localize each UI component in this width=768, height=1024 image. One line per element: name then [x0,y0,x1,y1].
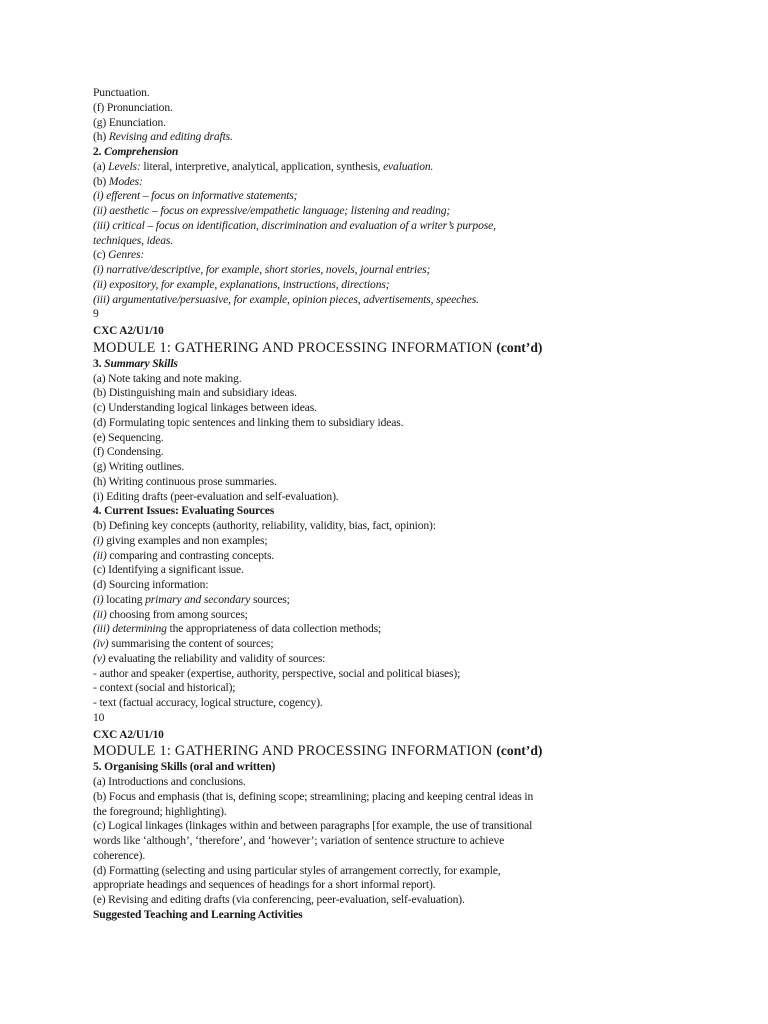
text-line [93,608,693,623]
text-run: literal, interpretive, analytical, application, synthesis, [143,159,384,173]
text-run: (iii) argumentative/persuasive, for example, opinion pieces, advertisements, speeches. [93,292,479,306]
text-run: 3. [93,356,105,370]
text-run: (e) Sequencing. [93,430,164,444]
text-line [93,372,693,387]
text-run: - text (factual accuracy, logical structure, cogency). [93,696,323,709]
text-run: (ii) [93,548,110,562]
text-run: (i) [93,533,107,547]
text-line [93,263,693,278]
text-line [93,549,693,564]
text-run: 5. Organising Skills (oral and written) [93,760,276,774]
text-run: (iii) critical – focus on identification, discrimination and evaluation of a writer’s purpose, [93,218,496,232]
text-run: 9 [93,307,99,321]
text-line [93,101,693,116]
text-run: (e) Revising and editing drafts (via conferencing, peer-evaluation, self-evaluation). [93,893,465,906]
text-run: - author and speaker (expertise, authority, perspective, social and political biases); [93,666,461,680]
text-run: giving examples and non examples; [106,533,268,547]
text-run: Genres: [108,248,145,262]
text-run: Summary Skills [104,356,178,370]
text-line [93,504,693,519]
text-run: (c) Logical linkages (linkages within and between paragraphs [for example, the use of transitional [93,819,533,833]
text-line [93,204,693,219]
text-line [93,622,693,637]
text-run: (cont’d) [496,339,543,355]
text-line [93,563,693,578]
text-run: the foreground; highlighting). [93,804,227,818]
text-line [93,460,693,475]
text-run: MODULE 1: GATHERING AND PROCESSING INFORMATION [93,743,497,760]
text-run: (a) Note taking and note making. [93,371,242,385]
text-run: (c) [93,248,109,262]
text-line [93,534,693,549]
text-run: (b) Defining key concepts (authority, reliability, validity, bias, fact, opinion): [93,519,436,532]
text-line [93,431,693,446]
text-run: comparing and contrasting concepts. [109,548,275,562]
text-run: Levels: [108,159,144,173]
text-line [93,248,693,263]
text-run: Modes: [108,174,143,188]
text-run: Punctuation. [93,86,150,99]
text-line [93,307,693,322]
text-line [93,878,693,893]
text-line [93,189,693,204]
text-run: (d) Formulating topic sentences and linking them to subsidiary ideas. [93,415,404,429]
text-line [93,667,693,682]
document-code [93,728,693,743]
text-run: Comprehension [104,145,179,158]
text-run: (b) [93,174,109,188]
text-line [93,790,693,805]
text-run: Suggested Teaching and Learning Activities [93,907,303,921]
text-run: appropriate headings and sequences of headings for a short informal report). [93,878,436,892]
text-line [93,908,693,923]
text-run: (a) [93,159,109,173]
text-line [93,519,693,534]
text-line [93,145,693,160]
text-line [93,219,693,234]
text-line [93,834,693,849]
text-run: (b) Distinguishing main and subsidiary ideas. [93,386,297,400]
text-run: - context (social and historical); [93,681,236,695]
text-run: (f) Pronunciation. [93,100,173,114]
text-line [93,681,693,696]
text-line [93,160,693,175]
text-run: (i) [93,592,107,606]
text-run: (h) [93,130,109,144]
text-run: (a) Introductions and conclusions. [93,775,246,788]
text-line [93,293,693,308]
text-run: (c) Understanding logical linkages between ideas. [93,401,317,414]
text-line [93,401,693,416]
text-run: (c) Identifying a significant issue. [93,563,244,577]
text-run: (cont’d) [496,743,543,759]
text-line [93,357,693,372]
text-run: (ii) expository, for example, explanations, instructions, directions; [93,277,390,291]
text-line [93,475,693,490]
text-run: (g) Writing outlines. [93,460,185,473]
text-run: (g) Enunciation. [93,115,166,129]
text-run: (v) [93,651,109,665]
text-line [93,637,693,652]
text-run: (i) narrative/descriptive, for example, short stories, novels, journal entries; [93,263,431,276]
text-run: CXC A2/U1/10 [93,325,164,337]
text-run: 10 [93,710,105,724]
text-run: (ii) [93,607,110,621]
text-run: sources; [252,592,290,606]
text-line [93,278,693,293]
text-run: (iii) determining [93,622,170,636]
document-code [93,324,693,339]
text-run: (iv) [93,637,112,650]
text-line [93,445,693,460]
text-run: (d) Formatting (selecting and using particular styles of arrangement correctly, for example, [93,863,501,877]
text-line [93,386,693,401]
text-line [93,593,693,608]
text-line [93,849,693,864]
text-line [93,234,693,249]
text-line [93,578,693,593]
text-line [93,175,693,190]
text-run: locating [106,592,146,606]
text-line [93,86,693,101]
module-heading [93,339,693,357]
text-run: techniques, ideas. [93,233,174,247]
text-run: evaluation. [383,159,434,173]
text-run: (ii) aesthetic – focus on expressive/empathetic language; listening and reading; [93,204,451,217]
text-line [93,805,693,820]
text-line [93,696,693,711]
text-run: coherence). [93,848,146,862]
text-run: CXC A2/U1/10 [93,728,164,741]
text-run: (i) efferent – focus on informative statements; [93,189,298,203]
text-run: (b) Focus and emphasis (that is, defining scope; streamlining; placing and keeping central ideas in [93,789,534,803]
text-line [93,864,693,879]
text-run: the appropriateness of data collection methods; [169,622,382,636]
text-line [93,416,693,431]
text-line [93,775,693,790]
text-line [93,893,693,908]
text-line [93,711,693,726]
text-line [93,760,693,775]
text-line [93,490,693,505]
text-run: choosing from among sources; [109,607,248,621]
text-run: (f) Condensing. [93,445,164,459]
text-run: primary and secondary [145,592,253,606]
text-run: MODULE 1: GATHERING AND PROCESSING INFORMATION [93,339,497,356]
text-line [93,819,693,834]
text-run: 4. Current Issues: Evaluating Sources [93,504,275,518]
text-line [93,652,693,667]
text-run: (h) Writing continuous prose summaries. [93,474,277,488]
text-run: words like ‘although’, ‘therefore’, and ‘however’; variation of sentence structure to achieve [93,834,505,847]
module-heading [93,742,693,760]
text-run: (i) Editing drafts (peer-evaluation and self-evaluation). [93,489,339,503]
text-run: (d) Sourcing information: [93,578,209,591]
document-page [93,86,693,923]
text-line [93,130,693,145]
text-run: summarising the content of sources; [111,637,274,650]
text-line [93,116,693,131]
text-run: Revising and editing drafts. [108,130,233,144]
text-run: 2. [93,145,105,158]
text-run: evaluating the reliability and validity of sources: [108,651,326,665]
